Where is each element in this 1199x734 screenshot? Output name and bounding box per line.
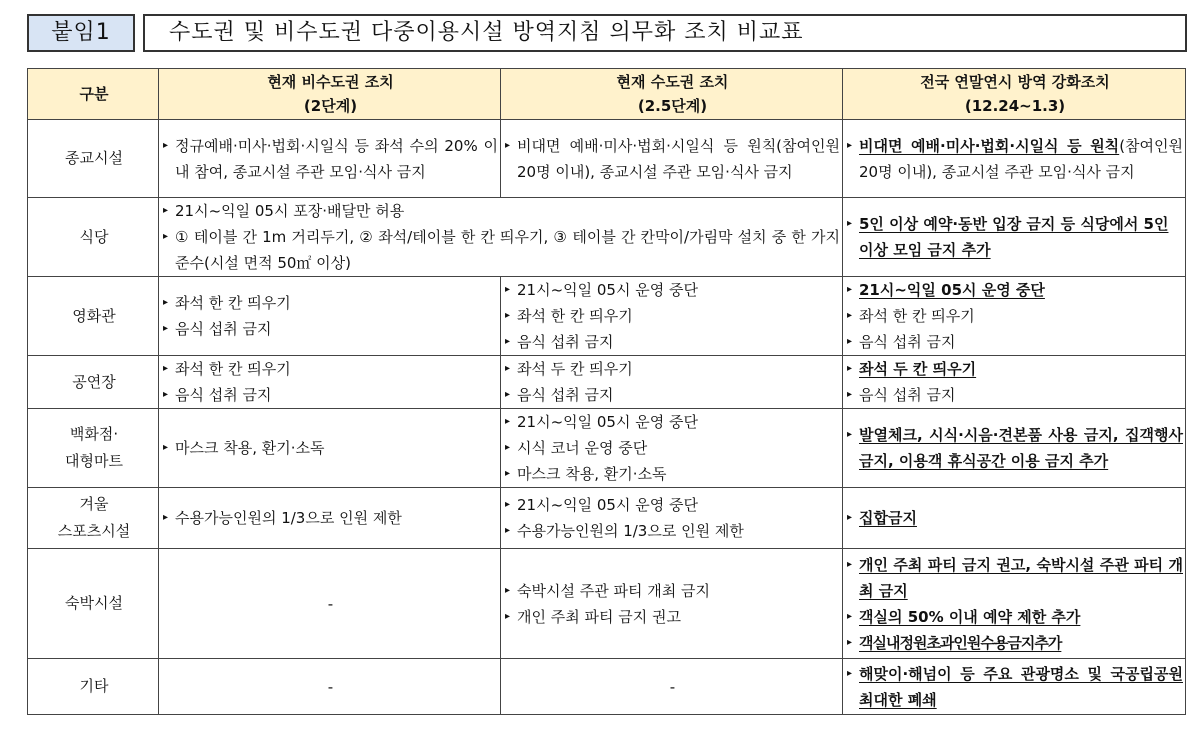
list-item: ▸ 해맞이·해넘이 등 주요 관광명소 및 국공립공원 최대한 폐쇄 <box>847 661 1183 713</box>
theater-metro-cell <box>501 356 843 409</box>
winter-metro-cell <box>501 488 843 549</box>
cinema-nationwide-cell <box>843 277 1186 356</box>
bullet-icon: ▸ <box>847 363 853 374</box>
religion-metro-cell <box>501 120 843 198</box>
bullet-icon: ▸ <box>163 297 169 308</box>
bullet-icon: ▸ <box>847 667 853 679</box>
category-dept-line1: 백화점· <box>69 425 119 443</box>
list-item: ▸ 정규예배·미사·법회·시일식 등 좌석 수의 20% 이내 참여, 종교시설 주관 모임·식사 금지 <box>163 133 498 185</box>
category-dept-line2: 대형마트 <box>65 452 123 470</box>
restaurant-current-cell <box>159 198 843 277</box>
table-row <box>28 488 1186 549</box>
list-item: ▸ 21시~익일 05시 운영 중단 <box>505 492 840 518</box>
bullet-icon: ▸ <box>847 218 853 229</box>
category-dept-store <box>28 409 159 488</box>
etc-nationwide-cell <box>843 659 1186 715</box>
list-item: ▸ 객실내정원초과인원수용금지추가 <box>847 630 1183 656</box>
bullet-icon: ▸ <box>505 363 511 374</box>
bullet-icon: ▸ <box>505 336 511 347</box>
bullet-icon: ▸ <box>163 363 169 374</box>
list-item: ▸ 수용가능인원의 1/3으로 인원 제한 <box>505 518 840 544</box>
list-item: ▸ 시식 코너 운영 중단 <box>505 435 840 461</box>
winter-nationwide-cell <box>843 488 1186 549</box>
category-religion: 종교시설 <box>28 120 159 198</box>
bullet-icon: ▸ <box>847 429 853 440</box>
list-item: ▸ 음식 섭취 금지 <box>163 382 498 408</box>
etc-metro-cell: - <box>501 659 843 715</box>
bullet-icon: ▸ <box>505 416 511 427</box>
bullet-icon: ▸ <box>163 323 169 334</box>
document-title: 수도권 및 비수도권 다중이용시설 방역지침 의무화 조치 비교표 <box>143 14 1187 52</box>
list-item: ▸ 비대면 예배·미사·법회·시일식 등 원칙(참여인원 20명 이내), 종교시설 주관 모임·식사 금지 <box>505 133 840 185</box>
category-winter-sports <box>28 488 159 549</box>
list-item: ▸ 마스크 착용, 환기·소독 <box>163 435 498 461</box>
theater-nationwide-cell <box>843 356 1186 409</box>
category-cinema: 영화관 <box>28 277 159 356</box>
bullet-icon: ▸ <box>847 284 853 295</box>
bullet-icon: ▸ <box>847 610 853 622</box>
list-item: ▸ 음식 섭취 금지 <box>505 329 840 355</box>
table-row <box>28 198 1186 277</box>
dept-nonmetro-cell <box>159 409 501 488</box>
table-row <box>28 356 1186 409</box>
bullet-icon: ▸ <box>847 512 853 523</box>
bullet-icon: ▸ <box>163 389 169 400</box>
bullet-icon: ▸ <box>505 499 511 510</box>
table-header-row <box>28 69 1186 120</box>
category-winter-line2: 스포츠시설 <box>57 522 131 540</box>
table-row <box>28 549 1186 659</box>
category-restaurant: 식당 <box>28 198 159 277</box>
table-row <box>28 277 1186 356</box>
list-item: ▸ 21시~익일 05시 포장·배달만 허용 <box>163 198 840 224</box>
list-item: ▸ 5인 이상 예약·동반 입장 금지 등 식당에서 5인 이상 모임 금지 추가 <box>847 211 1183 263</box>
restaurant-nationwide-cell <box>843 198 1186 277</box>
dept-nationwide-cell <box>843 409 1186 488</box>
list-item: ▸ 좌석 한 칸 띄우기 <box>847 303 1183 329</box>
header-nationwide-period: (12.24~1.3) <box>964 97 1066 115</box>
bullet-icon: ▸ <box>505 525 511 536</box>
list-item: ▸ 좌석 두 칸 띄우기 <box>847 356 1183 382</box>
cinema-metro-cell <box>501 277 843 356</box>
religion-nonmetro-cell <box>159 120 501 198</box>
list-item: ▸ 객실의 50% 이내 예약 제한 추가 <box>847 604 1183 630</box>
list-item: ▸ 숙박시설 주관 파티 개최 금지 <box>505 578 840 604</box>
list-item: ▸ 마스크 착용, 환기·소독 <box>505 461 840 487</box>
table-row <box>28 659 1186 715</box>
category-theater: 공연장 <box>28 356 159 409</box>
bullet-icon: ▸ <box>847 336 853 347</box>
list-item: ▸ 좌석 한 칸 띄우기 <box>163 290 498 316</box>
list-item: ▸ 음식 섭취 금지 <box>847 382 1183 408</box>
table-row <box>28 120 1186 198</box>
comparison-table <box>27 68 1186 715</box>
table-row <box>28 409 1186 488</box>
cinema-nonmetro-cell <box>159 277 501 356</box>
lodging-nationwide-cell <box>843 549 1186 659</box>
list-item: ▸ ① 테이블 간 1m 거리두기, ② 좌석/테이블 한 칸 띄우기, ③ 테이블 간 칸막이/가림막 설치 중 한 가지 준수(시설 면적 50㎡ 이상) <box>163 224 840 276</box>
list-item: ▸ 비대면 예배·미사·법회·시일식 등 원칙(참여인원 20명 이내), 종교시설 주관 모임·식사 금지 <box>847 133 1183 185</box>
category-etc: 기타 <box>28 659 159 715</box>
bullet-icon: ▸ <box>505 468 511 479</box>
bullet-icon: ▸ <box>505 610 511 622</box>
header-nonmetro-title: 현재 비수도권 조치 <box>267 73 394 91</box>
list-item: ▸ 수용가능인원의 1/3으로 인원 제한 <box>163 505 498 531</box>
header-category: 구분 <box>28 69 159 120</box>
header-metro-title: 현재 수도권 조치 <box>616 73 729 91</box>
list-item: ▸ 21시~익일 05시 운영 중단 <box>847 277 1183 303</box>
religion-nationwide-cell <box>843 120 1186 198</box>
bullet-icon: ▸ <box>163 442 169 453</box>
list-item: ▸ 21시~익일 05시 운영 중단 <box>505 409 840 435</box>
etc-nonmetro-cell: - <box>159 659 501 715</box>
list-item: ▸ 음식 섭취 금지 <box>847 329 1183 355</box>
attachment-badge: 붙임1 <box>27 14 135 52</box>
header-nationwide-title: 전국 연말연시 방역 강화조치 <box>920 73 1110 91</box>
list-item: ▸ 개인 주최 파티 금지 권고, 숙박시설 주관 파티 개최 금지 <box>847 552 1183 604</box>
list-item: ▸ 좌석 두 칸 띄우기 <box>505 356 840 382</box>
bullet-icon: ▸ <box>505 284 511 295</box>
lodging-metro-cell <box>501 549 843 659</box>
list-item: ▸ 발열체크, 시식·시음·견본품 사용 금지, 집객행사 금지, 이용객 휴식공간 이용 금지 추가 <box>847 422 1183 474</box>
title-row <box>27 14 1187 54</box>
category-winter-line1: 겨울 <box>79 495 109 513</box>
bullet-icon: ▸ <box>505 389 511 400</box>
header-nationwide <box>843 69 1186 120</box>
header-metro-level: (2.5단계) <box>637 97 708 115</box>
bullet-icon: ▸ <box>847 389 853 400</box>
list-item: ▸ 음식 섭취 금지 <box>505 382 840 408</box>
bullet-icon: ▸ <box>505 310 511 321</box>
bullet-icon: ▸ <box>505 584 511 596</box>
winter-nonmetro-cell <box>159 488 501 549</box>
list-item: ▸ 21시~익일 05시 운영 중단 <box>505 277 840 303</box>
bullet-icon: ▸ <box>847 139 853 151</box>
bullet-icon: ▸ <box>847 636 853 648</box>
bullet-icon: ▸ <box>163 512 169 523</box>
header-nonmetro-level: (2단계) <box>303 97 358 115</box>
theater-nonmetro-cell <box>159 356 501 409</box>
bullet-icon: ▸ <box>163 205 169 216</box>
lodging-nonmetro-cell: - <box>159 549 501 659</box>
dept-metro-cell <box>501 409 843 488</box>
header-metro <box>501 69 843 120</box>
list-item: ▸ 음식 섭취 금지 <box>163 316 498 342</box>
category-lodging: 숙박시설 <box>28 549 159 659</box>
bullet-icon: ▸ <box>505 442 511 453</box>
header-nonmetro <box>159 69 501 120</box>
list-item: ▸ 좌석 한 칸 띄우기 <box>505 303 840 329</box>
list-item: ▸ 집합금지 <box>847 505 1183 531</box>
bullet-icon: ▸ <box>847 310 853 321</box>
bullet-icon: ▸ <box>505 139 511 151</box>
bullet-icon: ▸ <box>163 139 169 151</box>
bullet-icon: ▸ <box>163 231 169 242</box>
list-item: ▸ 좌석 한 칸 띄우기 <box>163 356 498 382</box>
list-item: ▸ 개인 주최 파티 금지 권고 <box>505 604 840 630</box>
bullet-icon: ▸ <box>847 558 853 570</box>
